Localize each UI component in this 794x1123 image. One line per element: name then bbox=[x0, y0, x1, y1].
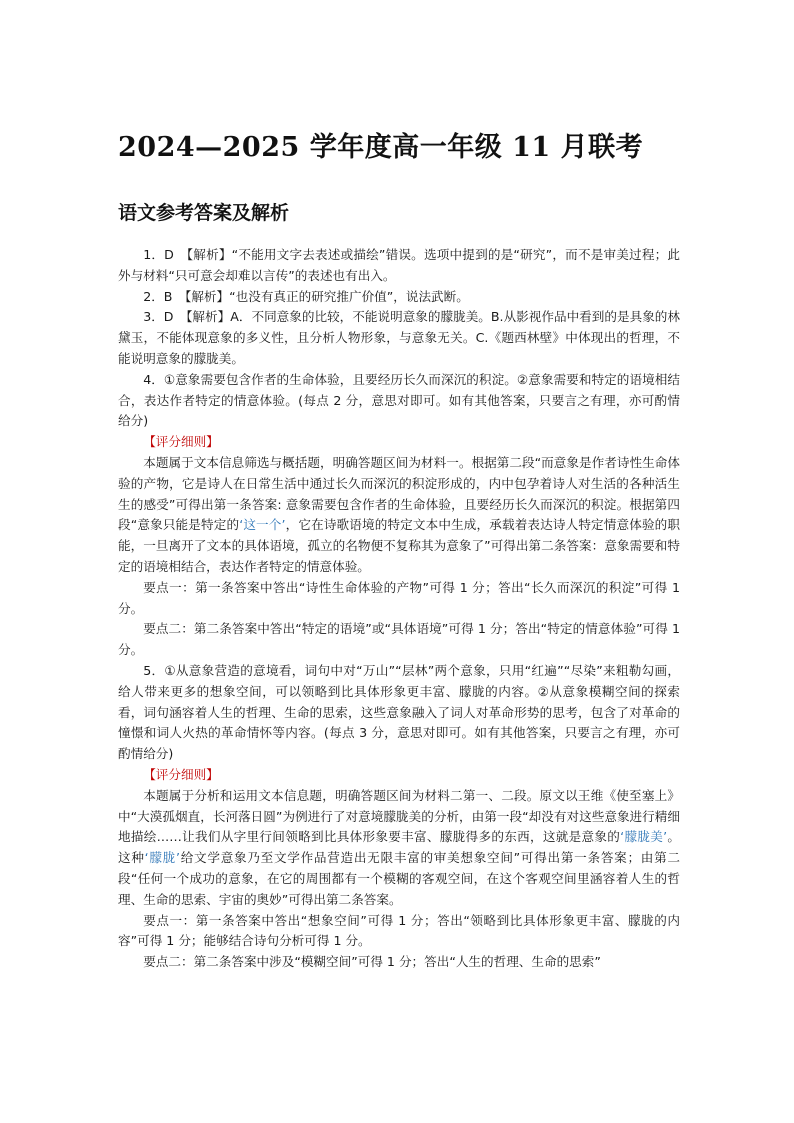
document-subtitle: 语文参考答案及解析 bbox=[118, 202, 290, 224]
explanation-4 bbox=[118, 453, 680, 578]
explanation-5 bbox=[118, 786, 680, 911]
answer-4: 4．①意象需要包含作者的生命体验，且要经历长久而深沉的积淀。②意象需要和特定的语境相结合，表达作者特定的情意体验。(每点 2 分，意思对即可。如有其他答案，只要言之有理，亦可酌情给分) bbox=[118, 371, 680, 429]
explanation-5-highlight-2: ‘朦胧’ bbox=[144, 850, 181, 866]
explanation-5-highlight-1: ‘朦胧美’ bbox=[620, 829, 668, 845]
scoring-rules-heading: 【评分细则】 bbox=[143, 434, 219, 450]
scoring-rules-heading-2: 【评分细则】 bbox=[143, 766, 219, 782]
key-point-4-2: 要点二：第二条答案中答出“特定的语境”或“具体语境”可得 1 分；答出“特定的情意体验”可得 1 分。 bbox=[118, 621, 680, 658]
explanation-5-text-b: 。这种 bbox=[118, 829, 681, 866]
explanation-4-text-b: ，它在诗歌语境的特定文本中生成，承载着表达诗人特定情意体验的职能，一旦离开了文本的具体语境，孤立的名物便不复称其为意象了”可得出第二条答案：意象需要和特定的语境相结合，表达作者特定的情意体验。 bbox=[118, 517, 681, 574]
key-point-4-1: 要点一：第一条答案中答出“诗性生命体验的产物”可得 1 分；答出“长久而深沉的积淀”可得 1 分。 bbox=[118, 579, 680, 616]
explanation-5-text-a: 本题属于分析和运用文本信息题，明确答题区间为材料二第一、二段。原文以王维《使至塞上》中“大漠孤烟直，长河落日圆”为例进行了对意境朦胧美的分析，由第一段“却没有对这些意象进行精细地描绘……让我们从字里行间领略到比具体形象要丰富、朦胧得多的东西，这就是意象的 bbox=[118, 787, 680, 845]
key-point-5-1: 要点一：第一条答案中答出“想象空间”可得 1 分；答出“领略到比具体形象更丰富、朦胧的内容”可得 1 分；能够结合诗句分析可得 1 分。 bbox=[118, 912, 680, 949]
answer-3: 3．D 【解析】A．不同意象的比较，不能说明意象的朦胧美。B.从影视作品中看到的是具象的林黛玉，不能体现意象的多义性，且分析人物形象，与意象无关。C.《题西林壁》中体现出的哲理，不能说明意象的朦胧美。 bbox=[118, 309, 680, 366]
answer-1: 1．D 【解析】“不能用文字去表述或描绘”错误。选项中提到的是“研究”，而不是审美过程；此外与材料“只可意会却难以言传”的表述也有出入。 bbox=[118, 247, 680, 283]
document-body bbox=[118, 245, 680, 973]
answer-5: 5．①从意象营造的意境看，词句中对“万山”“层林”两个意象，只用“红遍”“尽染”来粗勒勾画，给人带来更多的想象空间，可以领略到比具体形象更丰富、朦胧的内容。②从意象模糊空间的探索看，词句涵容着人生的哲理、生命的思索，这些意象融入了词人对革命形势的思考，包含了对革命的憧憬和词人火热的革命情怀等内容。(每点 3 分，意思对即可。如有其他答案，只要言之有理，亦可酌情给分) bbox=[118, 662, 680, 762]
key-point-5-2: 要点二：第二条答案中涉及“模糊空间”可得 1 分；答出“人生的哲理、生命的思索” bbox=[143, 954, 601, 970]
document-title: 2024—2025 学年度高一年级 11 月联考 bbox=[118, 132, 644, 163]
explanation-4-text-a: 本题属于文本信息筛选与概括题，明确答题区间为材料一。根据第二段“而意象是作者诗性生命体验的产物，它是诗人在日常生活中通过长久而深沉的积淀形成的，内中包孕着诗人对生活的各种活生生的感受”可得出第一条答案: 意象需要包含作者的生命体验，且要经历长久而深沉的积淀。根据第四段“意象只能是特定的 bbox=[118, 454, 680, 533]
explanation-4-highlight: ‘这一个’ bbox=[239, 517, 286, 533]
answer-2: 2．B 【解析】“也没有真正的研究推广价值”，说法武断。 bbox=[143, 288, 469, 304]
explanation-5-text-c: 给文学意象乃至文学作品营造出无限丰富的审美想象空间”可得出第一条答案；由第二段“任何一个成功的意象，在它的周围都有一个模糊的客观空间，在这个客观空间里涵容着人生的哲理、生命的思索、宇宙的奥妙”可得出第二条答案。 bbox=[118, 850, 681, 907]
